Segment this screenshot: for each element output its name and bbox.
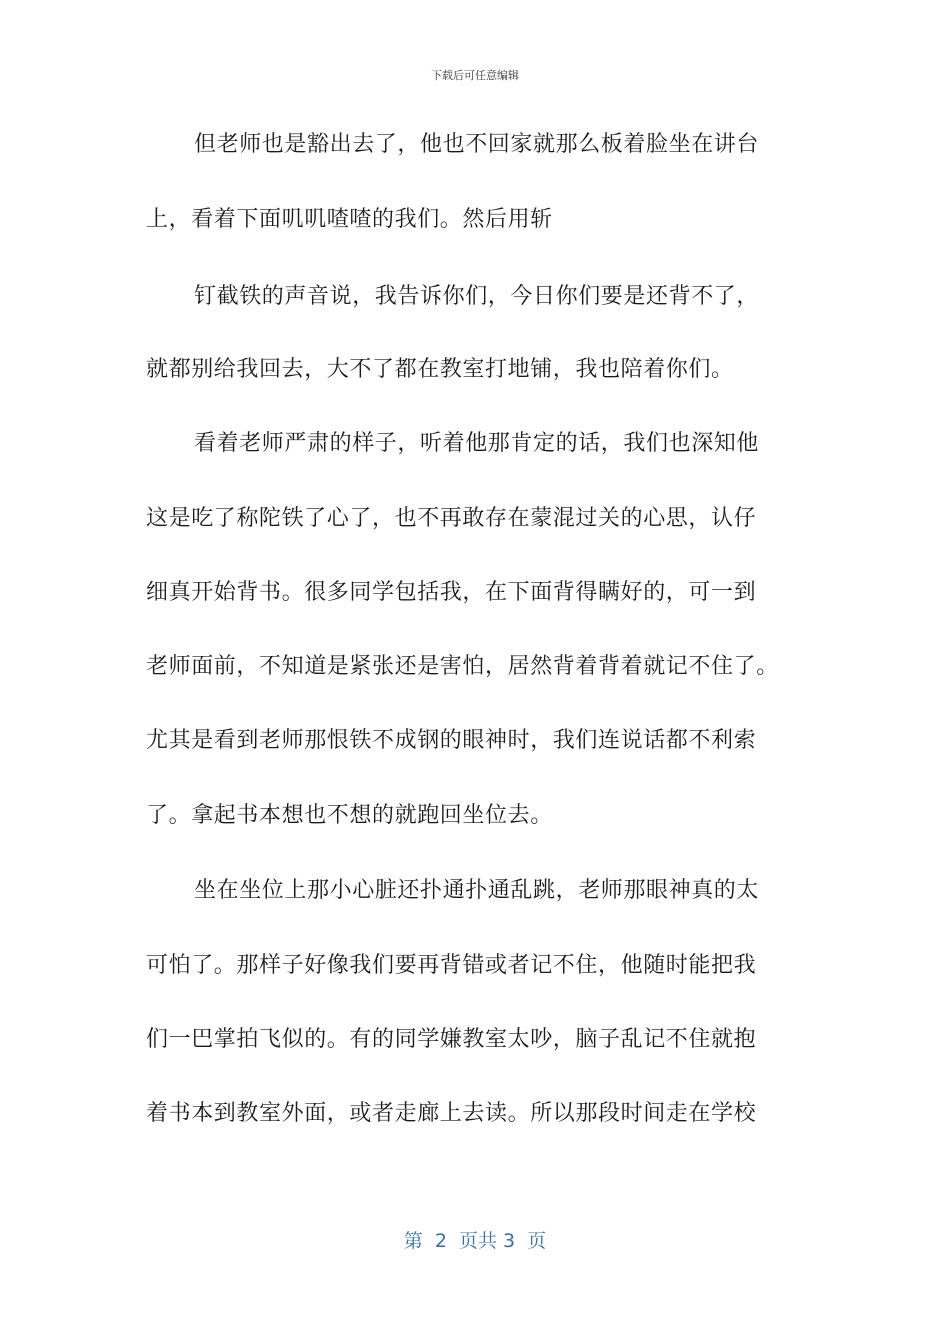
page-number-footer: 第 2 页共 3 页 xyxy=(403,1230,547,1252)
text-line: 看着老师严肃的样子，听着他那肯定的话，我们也深知他 xyxy=(194,431,760,456)
text-line: 钉截铁的声音说，我告诉你们，今日你们要是还背不了， xyxy=(194,284,760,309)
text-line: 这是吃了称陀铁了心了，也不再敢存在蒙混过关的心思，认仔 xyxy=(146,506,757,531)
text-line: 坐在坐位上那小心脏还扑通扑通乱跳，老师那眼神真的太 xyxy=(194,878,760,903)
text-line: 就都别给我回去，大不了都在教室打地铺，我也陪着你们。 xyxy=(146,357,734,382)
text-line: 但老师也是豁出去了，他也不回家就那么板着脸坐在讲台 xyxy=(194,132,760,157)
text-line: 着书本到教室外面，或者走廊上去读。所以那段时间走在学校 xyxy=(146,1101,757,1126)
text-line: 上，看着下面叽叽喳喳的我们。然后用斩 xyxy=(146,207,553,232)
page-header-note: 下载后可任意编辑 xyxy=(431,69,519,82)
text-line: 尤其是看到老师那恨铁不成钢的眼神时，我们连说话都不利索 xyxy=(146,728,757,753)
text-line: 了。拿起书本想也不想的就跑回坐位去。 xyxy=(146,803,553,828)
text-line: 们一巴掌拍飞似的。有的同学嫌教室太吵，脑子乱记不住就抱 xyxy=(146,1027,757,1052)
text-line: 可怕了。那样子好像我们要再背错或者记不住，他随时能把我 xyxy=(146,953,757,978)
text-line: 细真开始背书。很多同学包括我，在下面背得瞒好的，可一到 xyxy=(146,580,757,605)
text-line: 老师面前，不知道是紧张还是害怕，居然背着背着就记不住了。 xyxy=(146,654,779,679)
